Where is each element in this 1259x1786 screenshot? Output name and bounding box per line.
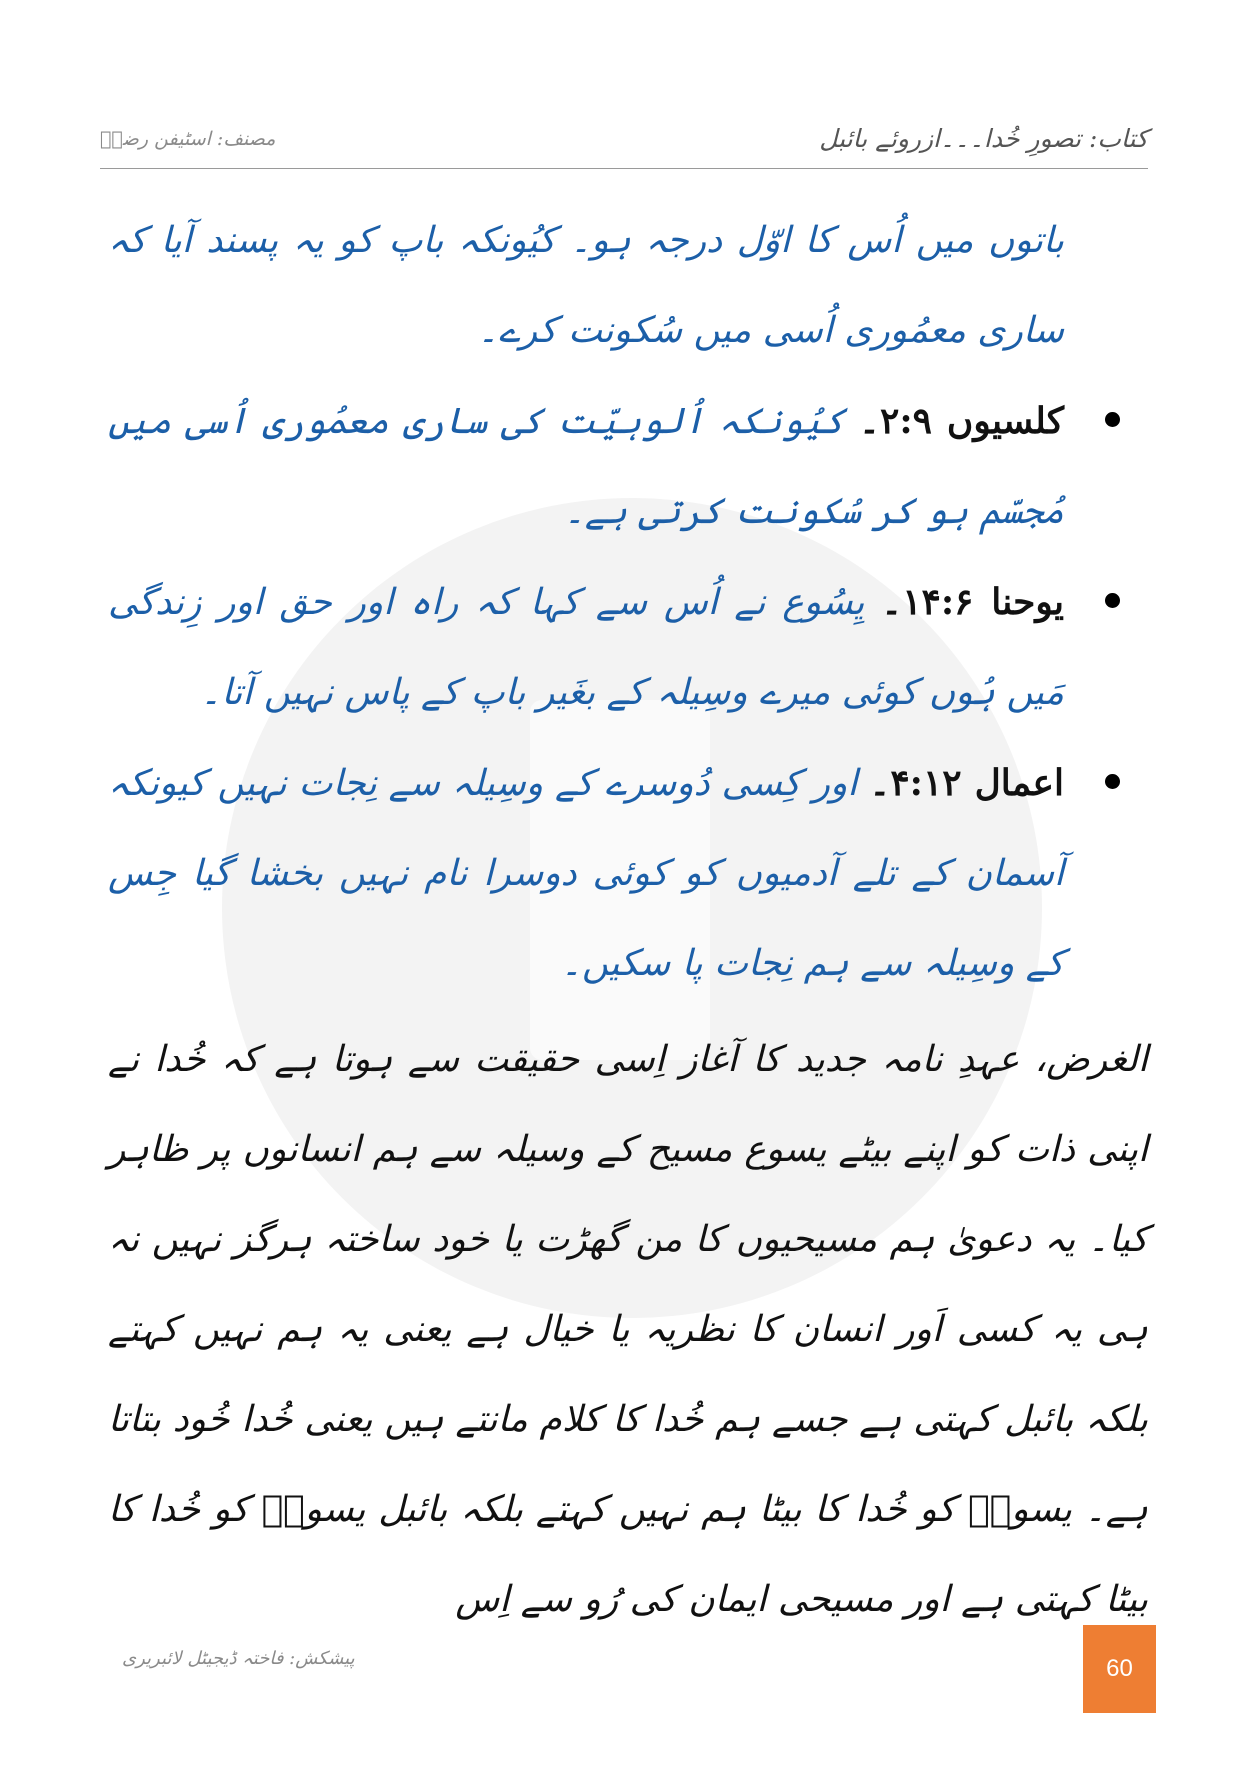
verse-text: اور کِسی دُوسرے کے وسِیلہ سے نِجات نہیں کیونکہ آسمان کے تلے آدمیوں کو کوئی دوسرا نام نہیں بخشا گیا جِس کے وسِیلہ سے ہم نِجات پا سکیں۔ xyxy=(108,763,1064,984)
verse-reference: کلسیوں ۲:۹۔ xyxy=(858,400,1064,442)
author-name: مصنف: اسٹیفن رضاؔ xyxy=(100,128,276,150)
verse-reference: یوحنا ۱۴:۶۔ xyxy=(881,581,1064,623)
bullet-dot-icon xyxy=(1105,774,1120,789)
bullet-dot-icon xyxy=(1105,593,1120,608)
bullet-item xyxy=(108,557,1148,738)
page-number: 60 xyxy=(1106,1655,1133,1682)
page-number-badge xyxy=(1083,1625,1156,1713)
book-title: کتاب: تصورِ خُدا۔۔۔ازروئے بائبل xyxy=(819,124,1148,153)
continued-verse: باتوں میں اُس کا اوّل درجہ ہو۔ کیُونکہ باپ کو یہ پسند آیا کہ ساری معمُوری اُسی میں سُکونت کرے۔ xyxy=(108,220,1064,351)
page-content xyxy=(108,196,1148,1645)
verse-reference: اعمال ۴:۱۲۔ xyxy=(869,762,1065,804)
verse-text: کیُونکہ اُلوہیّت کی ساری معمُوری اُسی میں مُجسّم ہو کر سُکونت کرتی ہے۔ xyxy=(108,401,1064,532)
bullet-item xyxy=(108,738,1148,1009)
bullet-dot-icon xyxy=(1105,412,1120,427)
footer-presented-by: پیشکش: فاختہ ڈیجیٹل لائبریری xyxy=(122,1648,355,1669)
verse-text: یِسُوع نے اُس سے کہا کہ راہ اور حق اور زِندگی مَیں ہُوں کوئی میرے وسِیلہ کے بغَیر باپ کے پاس نہیں آتا۔ xyxy=(108,582,1064,713)
bullet-item xyxy=(108,376,1148,557)
page-header xyxy=(100,118,1148,169)
body-paragraph: الغرض، عہدِ نامہ جدید کا آغاز اِسی حقیقت سے ہوتا ہے کہ خُدا نے اپنی ذات کو اپنے بیٹے یسوع مسیح کے وسیلہ سے ہم انسانوں پر ظاہر کیا۔ یہ دعویٰ ہم مسیحیوں کا من گھڑت یا خود ساختہ ہرگز نہیں نہ ہی یہ کسی اَور انسان کا نظریہ یا خیال ہے یعنی یہ ہم نہیں کہتے بلکہ بائبل کہتی ہے جسے ہم خُدا کا کلام مانتے ہیں یعنی خُدا خُود بتاتا ہے۔ یسوعؔ کو خُدا کا بیٹا ہم نہیں کہتے بلکہ بائبل یسوعؔ کو خُدا کا بیٹا کہتی ہے اور مسیحی ایمان کی رُو سے اِس xyxy=(108,1039,1148,1620)
